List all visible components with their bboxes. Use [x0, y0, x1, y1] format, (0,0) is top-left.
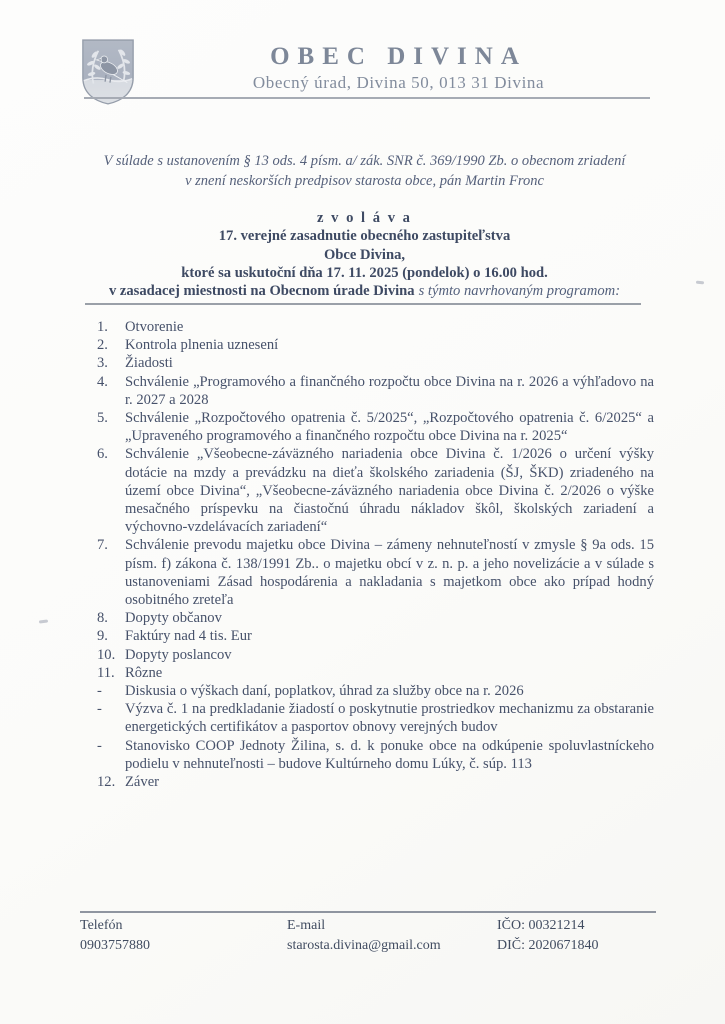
agenda-item	[97, 354, 654, 372]
agenda-item-text: Výzva č. 1 na predkladanie žiadostí o poskytnutie prostriedkov mechanizmu za obstaranie energetických certifikátov a pasportov obnovy verejných budov	[125, 701, 654, 736]
meeting-title: 17. verejné zasadnutie obecného zastupiteľstva	[218, 228, 511, 245]
header-divider	[84, 97, 650, 99]
agenda-item	[97, 773, 654, 791]
meeting-place: v zasadacej miestnosti na Obecnom úrade Divina	[108, 283, 415, 300]
org-name: OBEC DIVINA	[270, 43, 527, 70]
meeting-datetime: ktoré sa uskutoční dňa 17. 11. 2025 (pondelok) o 16.00 hod.	[181, 264, 548, 281]
meeting-municipality: Obce Divina,	[323, 246, 406, 263]
agenda-item	[97, 536, 654, 609]
agenda-item	[97, 318, 654, 336]
agenda-subitem	[97, 682, 654, 700]
agenda-item-marker: 4.	[97, 373, 108, 390]
agenda-item-marker: 3.	[97, 355, 108, 372]
agenda-item-text: Stanovisko COOP Jednoty Žilina, s. d. k ponuke obce na odkúpenie spoluvlastníckeho podielu v nehnuteľnosti – budove Kultúrneho domu Lúky, č. súp. 113	[125, 737, 654, 772]
agenda-item-marker: 5.	[97, 410, 108, 427]
footer-email	[287, 916, 441, 956]
dic-value: DIČ: 2020671840	[497, 938, 599, 953]
ico-value: IČO: 00321214	[497, 918, 585, 933]
meeting-place-line	[60, 282, 669, 300]
scan-artifact	[39, 619, 48, 623]
agenda-item-text: Diskusia o výškach daní, poplatkov, úhrad za služby obce na r. 2026	[125, 683, 524, 700]
agenda-item-text: Dopyty občanov	[125, 610, 222, 627]
agenda-item-marker: -	[97, 737, 102, 754]
agenda-item-marker: -	[97, 683, 102, 700]
agenda-item-marker: 2.	[97, 337, 108, 354]
agenda-item	[97, 445, 654, 536]
footer-phone	[80, 916, 150, 956]
agenda-item-text: Rôzne	[125, 664, 163, 681]
agenda-item-text: Schválenie prevodu majetku obce Divina – zámeny nehnuteľností v zmysle § 9a ods. 15 písm. f) zákona č. 138/1991 Zb.. o majetku obcí v z. n. p. a jeho novelizácie a v súlade s ustanoveniami Zásad hospodárenia a nakladania s majetkom obce ako prípad hodný osobitného zreteľa	[125, 537, 654, 609]
agenda-item-text: Žiadosti	[125, 355, 173, 372]
program-divider	[85, 303, 641, 305]
email-label: E-mail	[287, 918, 326, 933]
footer-divider	[80, 911, 656, 913]
phone-value: 0903757880	[80, 938, 150, 953]
agenda-item-marker: 10.	[97, 646, 116, 663]
agenda-item	[97, 409, 654, 445]
agenda-item-marker: 7.	[97, 537, 108, 554]
footer-registration	[497, 916, 599, 956]
agenda-item	[97, 664, 654, 682]
intro-line-1: V súlade s ustanovením § 13 ods. 4 písm. a/ zák. SNR č. 369/1990 Zb. o obecnom zriadení	[103, 153, 626, 169]
email-value: starosta.divina@gmail.com	[287, 938, 441, 953]
agenda-item-text: Schválenie „Všeobecne-záväzného nariadenia obce Divina č. 1/2026 o určení výšky dotácie na mzdy a prevádzku na dieťa školského zariadenia (ŠJ, ŠKD) zriadeného na území obce Divina“, „Všeobecne-záväzného nariadenia obce Divina č. 2/2026 o výške mesačného príspevku na čiastočnú úhradu nákladov škôl, školských zariadení a výchovno-vzdelávacích zariadení“	[125, 446, 654, 536]
intro-line-2: v znení neskorších predpisov starosta obce, pán Martin Fronc	[185, 173, 544, 189]
agenda-item-text: Kontrola plnenia uznesení	[125, 337, 279, 354]
agenda-item	[97, 646, 654, 664]
agenda-item	[97, 627, 654, 645]
agenda-item-marker: 1.	[97, 319, 108, 335]
agenda-item-text: Schválenie „Rozpočtového opatrenia č. 5/2025“, „Rozpočtového opatrenia č. 6/2025“ a „Upraveného programového a finančného rozpočtu obce Divina na r. 2025“	[125, 410, 654, 445]
org-address: Obecný úrad, Divina 50, 013 31 Divina	[252, 73, 545, 92]
convocation-verb: z v o l á v a	[317, 210, 412, 226]
agenda-item-text: Otvorenie	[125, 319, 184, 335]
agenda-item	[97, 609, 654, 627]
scan-artifact	[696, 281, 704, 285]
phone-label: Telefón	[80, 918, 123, 933]
agenda-item-marker: 12.	[97, 774, 116, 791]
intro-paragraph	[60, 151, 669, 191]
agenda-subitem	[97, 700, 654, 736]
agenda-item-text: Schválenie „Programového a finančného rozpočtu obce Divina na r. 2026 a výhľadovo na r. 2027 a 2028	[125, 373, 654, 408]
agenda-item	[97, 336, 654, 354]
agenda-item-marker: 6.	[97, 446, 108, 463]
agenda-item-marker: 11.	[97, 664, 115, 681]
agenda-item-marker: 8.	[97, 610, 108, 627]
agenda-item-text: Faktúry nad 4 tis. Eur	[125, 628, 252, 645]
convocation-block	[60, 209, 669, 300]
agenda-item	[97, 373, 654, 409]
agenda-item-text: Dopyty poslancov	[125, 646, 232, 663]
agenda-item-marker: 9.	[97, 628, 108, 645]
agenda-list	[97, 318, 654, 791]
program-intro: s týmto navrhovaným programom:	[418, 283, 621, 300]
agenda-subitem	[97, 737, 654, 773]
agenda-item-text: Záver	[125, 774, 160, 791]
agenda-item-marker: -	[97, 701, 102, 718]
